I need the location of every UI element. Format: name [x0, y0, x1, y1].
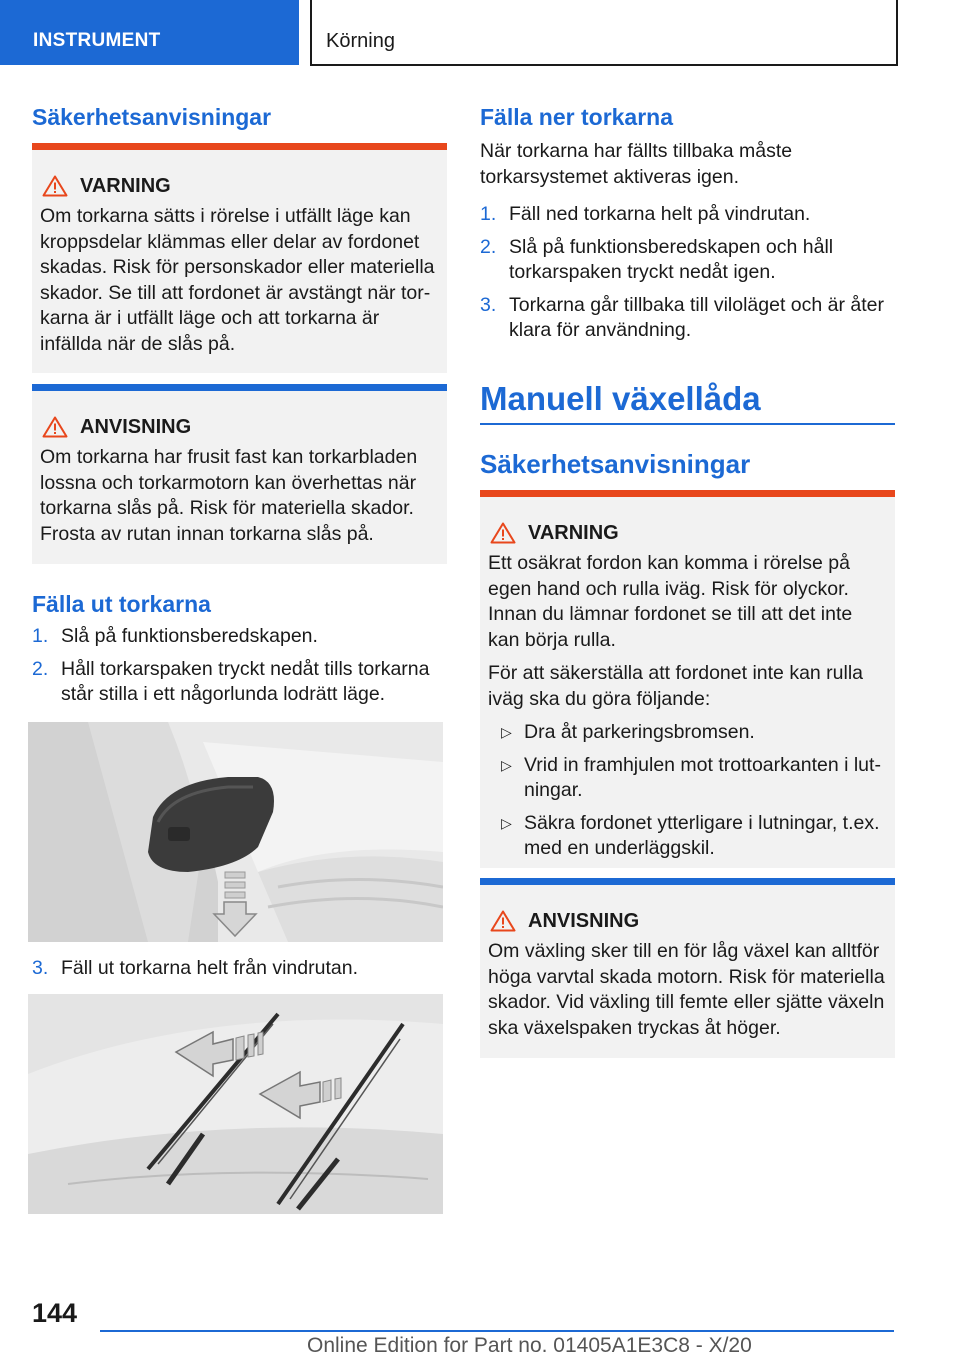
fold-out-steps-continued — [32, 956, 447, 989]
list-item: ▷ Dra åt parkeringsbromsen. — [488, 720, 887, 746]
header-section-label: INSTRUMENT — [33, 30, 161, 51]
illustration-wiper-lever — [28, 722, 443, 942]
page-number: 144 — [32, 1298, 78, 1328]
note-title — [490, 907, 887, 935]
warning-title — [490, 519, 887, 547]
heading-fold-out: Fälla ut torkarna — [32, 591, 211, 617]
warning-text: Om torkarna sätts i rörelse i utfällt läge kan kroppsdelar klämmas eller delar av fordonet skadas. Risk för personskador eller materiella skador. Se till att fordonet är avstängt när torkarna är i utfällt läge och att torkarna är infällda när de slås på. — [40, 205, 435, 355]
heading-safety-left: Säkerhetsanvisningar — [32, 104, 272, 130]
list-item: 2. Håll torkarspaken tryckt nedåt tills torkarna står stilla i ett någorlunda lodrätt läge. — [32, 657, 430, 705]
warning-text-1: Ett osäkrat fordon kan komma i rörelse på egen hand och rulla iväg. Risk för olyckor. Innan du lämnar fordonet se till att det inte kan börja rulla. — [488, 552, 853, 651]
footer-edition — [307, 1334, 752, 1358]
warning-text-2: För att säkerställa att fordonet inte kan rulla iväg ska du göra följande: — [488, 662, 864, 710]
warning-title-text: VARNING — [528, 521, 619, 544]
section-divider — [480, 423, 895, 425]
note-box-gear — [480, 878, 895, 1058]
footer-divider — [100, 1330, 894, 1332]
header-chapter-tab — [310, 0, 898, 66]
note-text: Om torkarna har frusit fast kan torkarbladen lossna och torkarmotorn kan överhettas när torkarna slås på. Risk för materiella skador. Frosta av rutan innan torkarna slås på. — [40, 446, 418, 545]
list-item: ▷ Säkra fordonet ytterligare i lutningar, t.ex. med en underläggskil. — [501, 811, 880, 859]
note-title-text: ANVISNING — [80, 415, 192, 438]
warning-box-rolling — [480, 490, 895, 868]
heading-manual-transmission: Manuell växellåda — [480, 380, 761, 417]
heading-safety-right: Säkerhetsanvisningar — [480, 449, 751, 479]
triangle-bullet-icon: ▷ — [501, 756, 512, 773]
illustration-wipers-folded-out — [28, 994, 443, 1214]
triangle-bullet-icon: ▷ — [501, 724, 512, 740]
note-text: Om växling sker till en för låg växel kan alltför höga varvtal skada motorn. Risk för materiella skador. Vid växling till femte eller sjätte växeln ska växelspaken tryckas åt höger. — [488, 940, 885, 1039]
fold-down-steps — [480, 202, 895, 351]
warning-box-wipers — [32, 143, 447, 373]
warning-title-text: VARNING — [80, 174, 171, 197]
list-item: 1. Fäll ned torkarna helt på vindrutan. — [480, 203, 811, 225]
list-item: 2. Slå på funktionsberedskapen och håll torkarspaken tryckt nedåt igen. — [480, 235, 834, 283]
header-section-tab — [0, 0, 299, 65]
list-item: 3. Fäll ut torkarna helt från vindrutan. — [32, 957, 358, 979]
warning-triangle-icon — [42, 416, 68, 438]
heading-fold-down: Fälla ner torkarna — [480, 104, 674, 130]
warning-triangle-icon — [42, 175, 68, 197]
warning-triangle-icon — [490, 522, 516, 544]
footer-edition-text: Online Edition for Part no. 01405A1E3C8 - X/20 — [307, 1334, 752, 1357]
header-chapter-label: Körning — [326, 30, 395, 52]
list-item: ▷ Vrid in framhjulen mot trottoarkanten i lutningar. — [501, 753, 881, 801]
fold-out-steps — [32, 624, 447, 715]
warning-triangle-icon — [490, 910, 516, 932]
note-title — [42, 413, 439, 441]
note-box-frozen — [32, 384, 447, 564]
fold-down-intro: När torkarna har fällts tillbaka måste torkarsystemet aktiveras igen. — [480, 140, 793, 188]
warning-title — [42, 172, 439, 200]
list-item: 1. Slå på funktionsberedskapen. — [32, 625, 318, 647]
warning-bullets — [488, 720, 887, 862]
note-title-text: ANVISNING — [528, 909, 640, 932]
triangle-bullet-icon: ▷ — [501, 814, 512, 831]
list-item: 3. Torkarna går tillbaka till viloläget och är åter klara för användning. — [480, 293, 885, 341]
